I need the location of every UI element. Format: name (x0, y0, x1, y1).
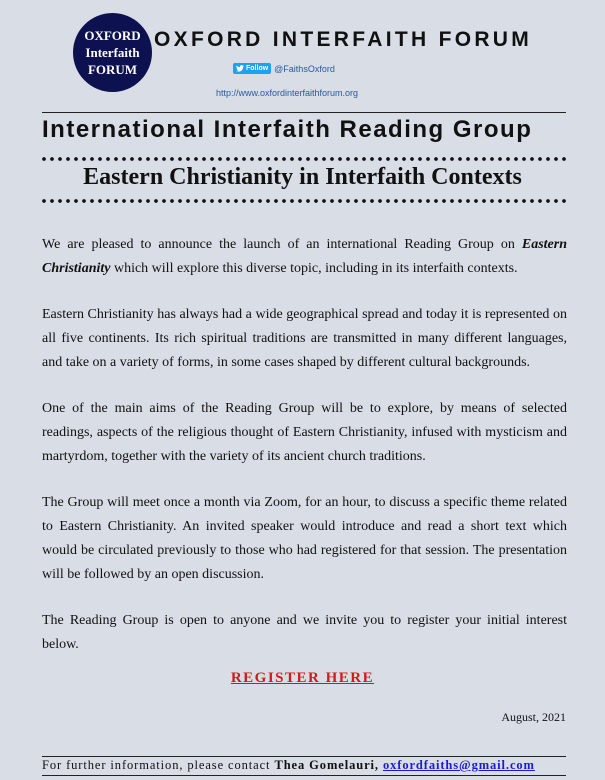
paragraph-2: Eastern Christianity has always had a wide geographical spread and today it is represented on all five continents. Its rich spiritual traditions are transmitted in many different languages, and take on a variety of forms, in some cases shaped by different cultural backgrounds. (42, 307, 567, 370)
twitter-follow-row (233, 63, 335, 74)
paragraph-1 (42, 233, 567, 281)
website-link[interactable]: http://www.oxfordinterfaithforum.org (216, 88, 359, 98)
paragraph-4: The Group will meet once a month via Zoom, for an hour, to discuss a specific theme related to Eastern Christianity. An invited speaker would introduce and read a short text which would be circulated previously to those who had registered for that session. The presentation will be followed by an open discussion. (42, 495, 567, 582)
paragraph-3: One of the main aims of the Reading Group will be to explore, by means of selected readings, aspects of the religious thought of Eastern Christianity, infused with mysticism and martyrdom, together with the variety of its ancient church traditions. (42, 401, 567, 464)
dotted-divider-top (40, 156, 568, 162)
contact-name: Thea Gomelauri, (274, 758, 379, 772)
register-link[interactable]: REGISTER HERE (230, 670, 375, 686)
logo-line-2: Interfaith (85, 45, 140, 60)
group-title: International Interfaith Reading Group (42, 116, 533, 143)
paragraph-1-emphasis: Eastern Christianity (42, 237, 567, 276)
footer-contact (42, 758, 535, 773)
logo-line-3: FORUM (87, 62, 138, 77)
forum-logo (73, 13, 152, 92)
org-title: OXFORD INTERFAITH FORUM (154, 28, 533, 51)
footer-prefix: For further information, please contact (42, 758, 275, 772)
paragraph-1-text-b: which will explore this diverse topic, including in its interfaith contexts. (110, 261, 518, 276)
contact-email-link[interactable]: oxfordfaiths@gmail.com (382, 758, 535, 772)
subtitle: Eastern Christianity in Interfaith Contexts (83, 164, 522, 190)
header-divider (42, 112, 566, 113)
register-section (0, 669, 605, 687)
announcement-body (42, 233, 567, 679)
paragraph-5: The Reading Group is open to anyone and we invite you to register your initial interest below. (42, 613, 567, 652)
twitter-bird-icon (236, 65, 244, 72)
dotted-divider-bottom (40, 198, 568, 204)
date: August, 2021 (501, 710, 566, 724)
footer-divider-bottom (42, 775, 566, 776)
logo-line-1: OXFORD (84, 28, 141, 43)
twitter-follow-button[interactable] (233, 63, 271, 74)
paragraph-1-text-a: We are pleased to announce the launch of an international Reading Group on (42, 237, 522, 252)
follow-label: Follow (246, 65, 269, 72)
twitter-handle-link[interactable]: @FaithsOxford (274, 63, 335, 74)
footer-divider-top (42, 756, 566, 757)
